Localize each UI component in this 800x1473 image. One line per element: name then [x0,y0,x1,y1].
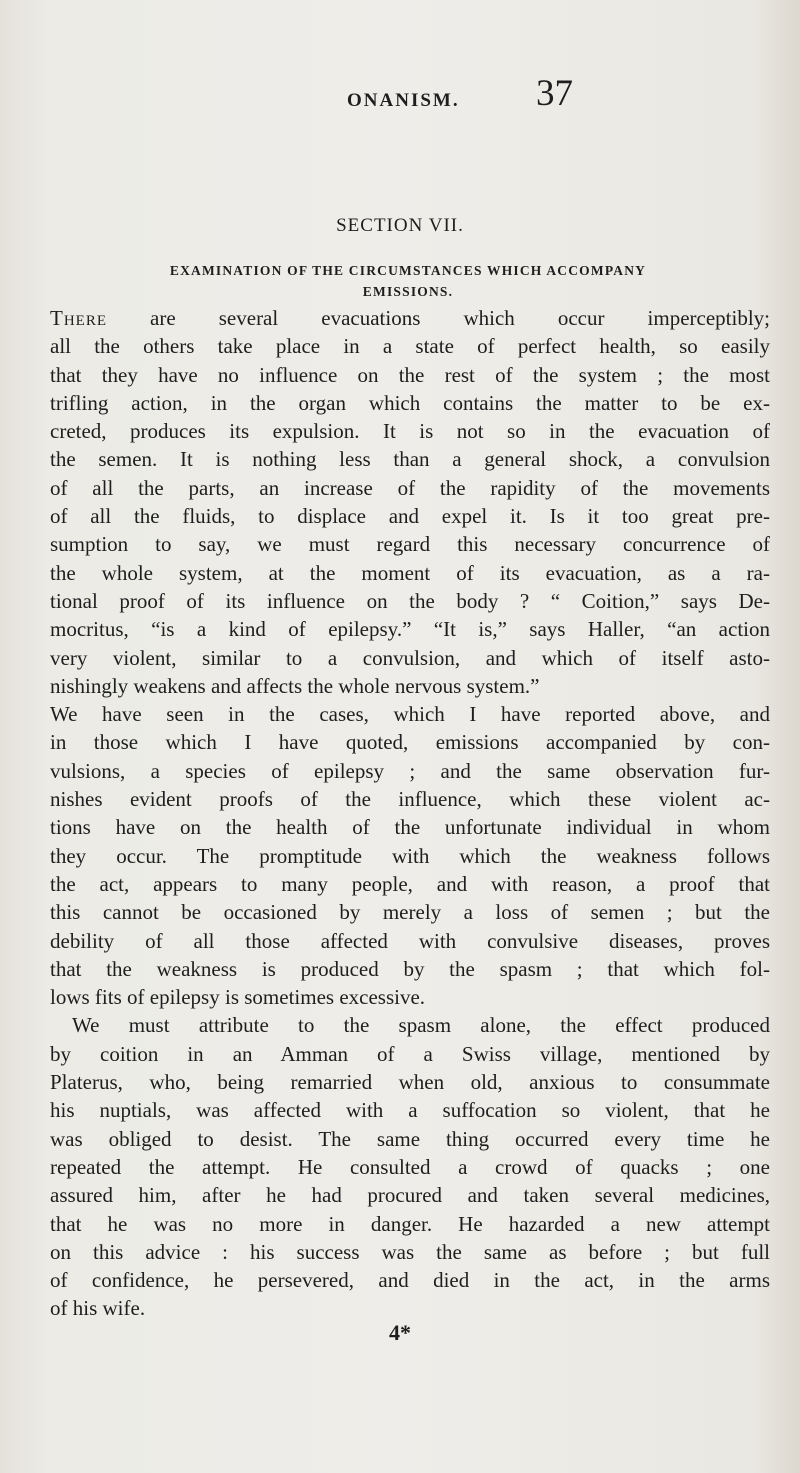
text-line: the whole system, at the moment of its evacuation, as a ra- [50,560,770,585]
text-line: in those which I have quoted, emissions accompanied by con- [50,730,770,755]
running-header [0,73,800,120]
text-line: of all the fluids, to displace and expel it. Is it too great pre- [50,504,770,529]
text-line: vulsions, a species of epilepsy ; and the same observation fur- [50,758,770,783]
section-heading: SECTION VII. [336,215,464,236]
text-line: of his wife. [50,1296,146,1321]
text-line: was obliged to desist. The same thing occurred every time he [50,1126,770,1151]
text-line: very violent, similar to a convulsion, and which of itself asto- [50,645,770,670]
text-line: assured him, after he had procured and taken several medicines, [50,1183,770,1208]
text-line: that they have no influence on the rest of the system ; the most [50,362,770,387]
text-line: by coition in an Amman of a Swiss village, mentioned by [50,1041,770,1066]
text-line: debility of all those affected with convulsive diseases, proves [50,928,770,953]
text-line: the act, appears to many people, and with reason, a proof that [50,871,770,896]
text-line: tions have on the health of the unfortunate individual in whom [50,815,770,840]
text-line: that he was no more in danger. He hazarded a new attempt [50,1211,770,1236]
text-line: repeated the attempt. He consulted a crowd of quacks ; one [50,1154,770,1179]
drop-word: There [50,306,107,330]
text-line: sumption to say, we must regard this necessary concurrence of [50,532,770,557]
text-line: trifling action, in the organ which contains the matter to be ex- [50,390,770,415]
text-line: of all the parts, an increase of the rapidity of the movements [50,475,770,500]
text-line: Platerus, who, being remarried when old, anxious to consummate [50,1070,770,1095]
text-line: There are several evacuations which occur imperceptibly; [50,306,770,330]
text-line: that the weakness is produced by the spasm ; that which fol- [50,956,770,981]
text-line: all the others take place in a state of perfect health, so easily [50,334,770,359]
subtitle-line: EMISSIONS. [362,284,454,299]
text-line: this cannot be occasioned by merely a loss of semen ; but the [50,900,770,925]
text-line: on this advice : his success was the same as before ; but full [50,1239,770,1264]
text-line: lows fits of epilepsy is sometimes excessive. [50,985,426,1010]
text-line: We have seen in the cases, which I have reported above, and [50,702,770,727]
text-line: tional proof of its influence on the body ? “ Coition,” says De- [50,588,770,613]
text-line: they occur. The promptitude with which the weakness follows [50,843,770,868]
text-line: creted, produces its expulsion. It is not so in the evacuation of [50,419,770,444]
subtitle-line: EXAMINATION OF THE CIRCUMSTANCES WHICH ACCOMPANY [169,263,647,278]
text-line: nishes evident proofs of the influence, which these violent ac- [50,787,770,812]
text-line: We must attribute to the spasm alone, the effect produced [72,1013,770,1038]
text-line: his nuptials, was affected with a suffocation so violent, that he [50,1098,770,1123]
text-line: the semen. It is nothing less than a general shock, a convulsion [50,447,770,472]
text-line: mocritus, “is a kind of epilepsy.” “It is,” says Haller, “an action [50,617,770,642]
text-line: nishingly weakens and affects the whole nervous system.” [50,673,540,698]
section-subtitle [48,260,768,302]
page-number: 37 [536,73,573,114]
text-line: of confidence, he persevered, and died in the act, in the arms [50,1268,770,1293]
signature-mark: 4* [389,1320,411,1345]
body-text [50,304,770,1323]
running-title: ONANISM. [347,90,460,111]
